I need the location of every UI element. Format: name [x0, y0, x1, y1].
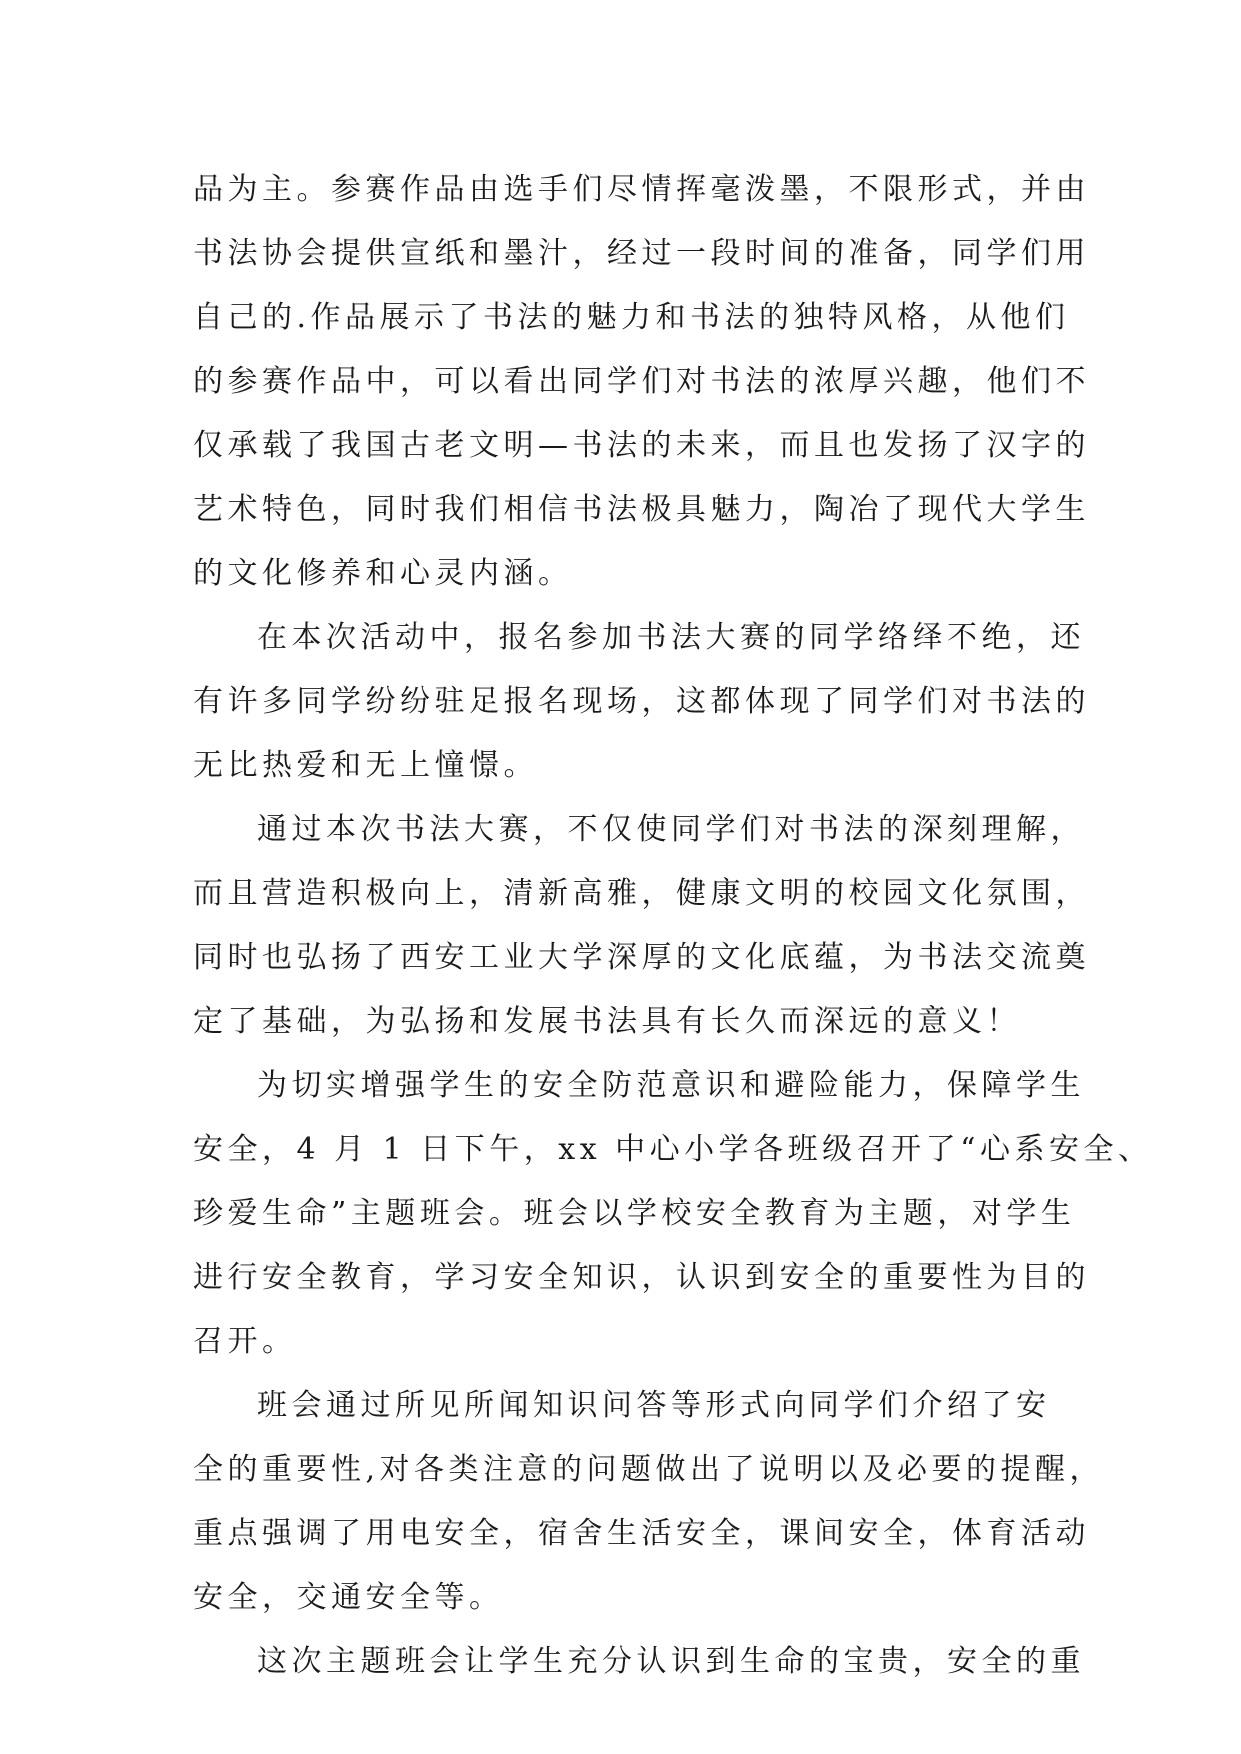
text-line: 这次主题班会让学生充分认识到生命的宝贵，安全的重: [257, 1644, 1085, 1679]
text-line: 定了基础，为弘扬和发展书法具有长久而深远的意义！: [193, 1004, 1021, 1039]
text-line: 珍爱生命”主题班会。班会以学校安全教育为主题，对学生: [193, 1196, 1076, 1231]
text-line: 通过本次书法大赛，不仅使同学们对书法的深刻理解，: [257, 812, 1085, 847]
text-line: 有许多同学纷纷驻足报名现场，这都体现了同学们对书法的: [193, 684, 1090, 719]
text-line: 同时也弘扬了西安工业大学深厚的文化底蕴，为书法交流奠: [193, 940, 1090, 975]
text-line: 书法协会提供宣纸和墨汁，经过一段时间的准备，同学们用: [193, 236, 1090, 271]
text-line: 品为主。参赛作品由选手们尽情挥毫泼墨，不限形式，并由: [193, 172, 1090, 207]
document-body: [193, 158, 1153, 1694]
text-line: 的参赛作品中，可以看出同学们对书法的浓厚兴趣，他们不: [193, 364, 1090, 399]
text-line: 在本次活动中，报名参加书法大赛的同学络绎不绝，还: [257, 620, 1085, 655]
text-line: 的文化修养和心灵内涵。: [193, 556, 573, 591]
text-line: 重点强调了用电安全，宿舍生活安全，课间安全，体育活动: [193, 1516, 1090, 1551]
text-line: 无比热爱和无上憧憬。: [193, 748, 538, 783]
text-line: 仅承载了我国古老文明—书法的未来，而且也发扬了汉字的: [193, 428, 1090, 463]
text-line: 为切实增强学生的安全防范意识和避险能力，保障学生: [257, 1068, 1085, 1103]
text-line: 而且营造积极向上，清新高雅，健康文明的校园文化氛围，: [193, 876, 1090, 911]
text-line: 班会通过所见所闻知识问答等形式向同学们介绍了安: [257, 1388, 1051, 1423]
text-line: 安全，交通安全等。: [193, 1580, 504, 1615]
text-line: 自己的.作品展示了书法的魅力和书法的独特风格，从他们: [193, 300, 1070, 335]
text-line: 艺术特色，同时我们相信书法极具魅力，陶冶了现代大学生: [193, 492, 1090, 527]
text-line: 安全，4 月 1 日下午，xx 中心小学各班级召开了“心系安全、: [193, 1132, 1153, 1167]
text-line: 全的重要性,对各类注意的问题做出了说明以及必要的提醒，: [193, 1452, 1105, 1487]
text-line: 召开。: [193, 1324, 297, 1359]
text-line: 进行安全教育，学习安全知识，认识到安全的重要性为目的: [193, 1260, 1090, 1295]
